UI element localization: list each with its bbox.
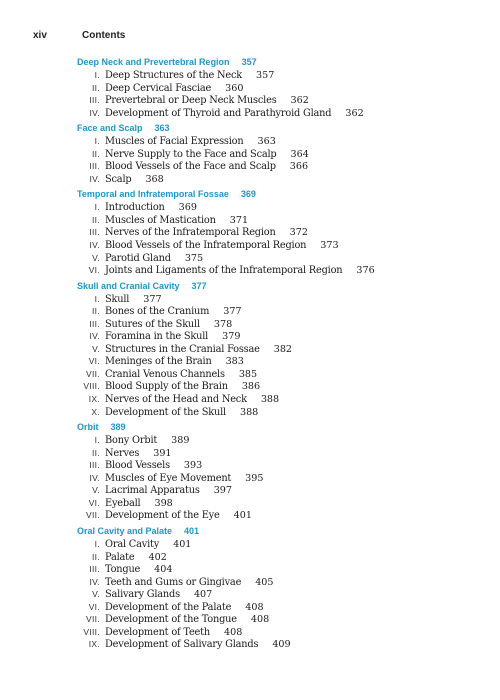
- entry-page-number: 363: [257, 136, 276, 148]
- entry-title: Development of Thyroid and Parathyroid Gland: [105, 107, 332, 119]
- toc-entry[interactable]: [0, 406, 500, 419]
- toc-section: [0, 280, 500, 418]
- section-heading[interactable]: [0, 122, 500, 135]
- entry-title: Muscles of Eye Movement: [105, 472, 232, 484]
- entry-page-number: 372: [289, 227, 308, 239]
- entry-title: Sutures of the Skull: [105, 318, 200, 330]
- toc-entry[interactable]: [0, 459, 500, 472]
- toc-entry[interactable]: [0, 551, 500, 564]
- toc-entry[interactable]: [0, 293, 500, 306]
- entry-title: Blood Vessels of the Infratemporal Region: [105, 240, 307, 252]
- toc-entry[interactable]: [0, 135, 500, 148]
- toc-entry[interactable]: [0, 69, 500, 82]
- section-page-number: 363: [154, 123, 170, 134]
- entry-title: Parotid Gland: [105, 252, 171, 264]
- section-page-number: 401: [184, 525, 200, 536]
- entry-page-number: 391: [153, 447, 172, 459]
- entry-title: Foramina in the Skull: [105, 331, 209, 343]
- toc-section: [0, 122, 500, 185]
- entry-number: II.: [92, 447, 100, 458]
- toc-entry[interactable]: [0, 330, 500, 343]
- entry-page-number: 383: [225, 356, 244, 368]
- entry-number: II.: [92, 551, 100, 562]
- toc-entry[interactable]: [0, 588, 500, 601]
- entry-number: VI.: [88, 356, 100, 367]
- toc-entry[interactable]: [0, 509, 500, 522]
- toc-entry[interactable]: [0, 148, 500, 161]
- toc-entry[interactable]: [0, 563, 500, 576]
- entry-number: IV.: [89, 576, 100, 587]
- entry-title: Scalp: [105, 173, 132, 185]
- entry-number: I.: [94, 202, 100, 213]
- entry-page-number: 366: [289, 161, 309, 173]
- entry-page-number: 382: [273, 343, 293, 355]
- toc-entry[interactable]: [0, 638, 500, 651]
- entry-number: IV.: [89, 331, 100, 342]
- entry-number: IX.: [88, 639, 100, 650]
- toc-entry[interactable]: [0, 226, 500, 239]
- entry-title: Muscles of Facial Expression: [105, 136, 244, 148]
- entry-number: IX.: [88, 394, 100, 405]
- entry-title: Development of the Eye: [105, 510, 220, 522]
- entry-title: Introduction: [105, 202, 165, 214]
- entry-title: Development of the Palate: [105, 601, 232, 613]
- section-heading[interactable]: [0, 56, 500, 69]
- toc-section: [0, 525, 500, 651]
- entry-number: V.: [92, 343, 100, 354]
- page-title: Contents: [82, 29, 126, 41]
- section-title: Face and Scalp: [77, 123, 143, 134]
- entry-page-number: 371: [229, 214, 249, 226]
- section-page-number: 357: [241, 57, 257, 67]
- entry-title: Muscles of Mastication: [105, 214, 216, 226]
- entry-page-number: 395: [245, 472, 264, 484]
- entry-page-number: 404: [154, 564, 173, 576]
- entry-number: I.: [94, 70, 100, 80]
- entry-number: VIII.: [83, 381, 100, 392]
- entry-number: X.: [91, 406, 100, 417]
- entry-page-number: 376: [356, 265, 375, 277]
- entry-page-number: 377: [223, 306, 242, 318]
- entry-title: Development of the Tongue: [105, 614, 237, 626]
- toc-entry[interactable]: [0, 576, 500, 589]
- entry-number: VII.: [86, 614, 100, 625]
- entry-number: VII.: [86, 510, 100, 521]
- entry-number: III.: [89, 95, 100, 106]
- entry-title: Joints and Ligaments of the Infratemporal Region: [105, 265, 343, 277]
- toc-entry[interactable]: [0, 368, 500, 381]
- toc-entry[interactable]: [0, 434, 500, 447]
- entry-title: Nerves of the Head and Neck: [105, 394, 247, 406]
- entry-title: Deep Structures of the Neck: [105, 70, 243, 81]
- entry-page-number: 393: [183, 460, 203, 472]
- section-page-number: 377: [191, 280, 207, 291]
- entry-number: VIII.: [83, 626, 100, 637]
- section-page-number: 389: [110, 422, 126, 433]
- entry-page-number: 369: [178, 202, 197, 214]
- entry-title: Development of the Skull: [105, 406, 226, 418]
- toc-entry[interactable]: [0, 355, 500, 368]
- entry-page-number: 386: [241, 381, 261, 393]
- section-page-number: 369: [240, 189, 256, 200]
- toc-entry[interactable]: [0, 201, 500, 214]
- entry-number: I.: [94, 435, 100, 446]
- toc-entry[interactable]: [0, 343, 500, 356]
- entry-page-number: 357: [256, 70, 275, 81]
- section-heading[interactable]: [0, 525, 500, 538]
- entry-title: Development of Teeth: [105, 626, 210, 638]
- entry-page-number: 408: [245, 601, 264, 613]
- toc-entry[interactable]: [0, 393, 500, 406]
- toc-entry[interactable]: [0, 484, 500, 497]
- page-header: [33, 28, 125, 42]
- entry-page-number: 385: [238, 368, 258, 380]
- entry-page-number: 407: [193, 589, 213, 601]
- toc-entry[interactable]: [0, 626, 500, 639]
- entry-number: V.: [92, 589, 100, 600]
- toc-entry[interactable]: [0, 214, 500, 227]
- section-heading[interactable]: [0, 280, 500, 293]
- entry-number: III.: [89, 564, 100, 575]
- entry-title: Salivary Glands: [105, 589, 180, 601]
- entry-number: VI.: [88, 265, 100, 276]
- entry-title: Prevertebral or Deep Neck Muscles: [105, 95, 277, 107]
- page-number: xiv: [33, 29, 47, 41]
- entry-title: Development of Salivary Glands: [105, 639, 259, 651]
- entry-page-number: 397: [213, 485, 232, 497]
- entry-title: Bony Orbit: [105, 435, 158, 447]
- entry-title: Structures in the Cranial Fossae: [105, 343, 260, 355]
- entry-title: Blood Vessels of the Face and Scalp: [105, 161, 276, 173]
- entry-page-number: 398: [154, 497, 173, 509]
- entry-title: Deep Cervical Fasciae: [105, 82, 212, 94]
- section-title: Orbit: [77, 422, 99, 433]
- entry-title: Teeth and Gums or Gingivae: [105, 576, 242, 588]
- entry-page-number: 408: [250, 614, 270, 626]
- entry-title: Nerve Supply to the Face and Scalp: [105, 148, 277, 160]
- toc-entry[interactable]: [0, 601, 500, 614]
- entry-title: Bones of the Cranium: [105, 306, 210, 318]
- entry-page-number: 405: [255, 576, 274, 588]
- toc-entry[interactable]: [0, 305, 500, 318]
- toc-entry[interactable]: [0, 160, 500, 173]
- entry-page-number: 364: [290, 148, 309, 160]
- entry-title: Lacrimal Apparatus: [105, 485, 200, 497]
- entry-page-number: 362: [345, 107, 364, 119]
- entry-page-number: 401: [233, 510, 252, 522]
- entry-page-number: 368: [145, 173, 164, 185]
- toc-entry[interactable]: [0, 472, 500, 485]
- entry-number: V.: [92, 485, 100, 496]
- entry-title: Meninges of the Brain: [105, 356, 212, 368]
- toc-entry[interactable]: [0, 380, 500, 393]
- entry-number: II.: [92, 306, 100, 317]
- section-heading[interactable]: [0, 188, 500, 201]
- toc-section: [0, 421, 500, 522]
- entry-number: II.: [92, 148, 100, 159]
- entry-title: Nerves: [105, 447, 140, 459]
- section-heading[interactable]: [0, 421, 500, 434]
- toc-entry[interactable]: [0, 538, 500, 551]
- toc-entry[interactable]: [0, 82, 500, 95]
- toc-entry[interactable]: [0, 497, 500, 510]
- entry-page-number: 379: [222, 331, 241, 343]
- toc-entry[interactable]: [0, 94, 500, 107]
- entry-number: IV.: [89, 173, 100, 184]
- entry-title: Skull: [105, 293, 130, 305]
- toc-entry[interactable]: [0, 239, 500, 252]
- toc-entry[interactable]: [0, 613, 500, 626]
- toc-entry[interactable]: [0, 107, 500, 120]
- entry-page-number: 388: [260, 394, 280, 406]
- toc-entry[interactable]: [0, 264, 500, 277]
- entry-number: VII.: [86, 368, 100, 379]
- entry-title: Blood Supply of the Brain: [105, 381, 228, 393]
- entry-number: I.: [94, 538, 100, 549]
- entry-number: I.: [94, 136, 100, 147]
- entry-page-number: 402: [148, 551, 167, 563]
- entry-page-number: 401: [173, 538, 192, 550]
- entry-number: V.: [92, 252, 100, 263]
- toc-entry[interactable]: [0, 318, 500, 331]
- entry-number: IV.: [89, 240, 100, 251]
- section-title: Temporal and Infratemporal Fossae: [77, 189, 229, 200]
- entry-page-number: 362: [290, 95, 309, 107]
- entry-number: III.: [89, 318, 100, 329]
- entry-page-number: 408: [224, 626, 243, 638]
- section-title: Oral Cavity and Palate: [77, 525, 173, 536]
- toc-entry[interactable]: [0, 173, 500, 186]
- table-of-contents: [0, 56, 500, 651]
- entry-title: Oral Cavity: [105, 538, 160, 550]
- entry-page-number: 360: [225, 82, 244, 94]
- entry-number: VI.: [88, 601, 100, 612]
- entry-number: I.: [94, 293, 100, 304]
- entry-page-number: 388: [239, 406, 259, 418]
- entry-title: Nerves of the Infratemporal Region: [105, 227, 276, 239]
- entry-title: Cranial Venous Channels: [105, 368, 225, 380]
- entry-number: II.: [92, 214, 100, 225]
- entry-title: Blood Vessels: [105, 460, 170, 472]
- entry-number: IV.: [89, 472, 100, 483]
- entry-title: Eyeball: [105, 497, 141, 509]
- entry-number: VI.: [88, 497, 100, 508]
- entry-title: Tongue: [105, 564, 141, 576]
- entry-page-number: 378: [213, 318, 233, 330]
- entry-page-number: 377: [143, 293, 162, 305]
- toc-entry[interactable]: [0, 447, 500, 460]
- entry-title: Palate: [105, 551, 135, 563]
- entry-number: III.: [89, 227, 100, 238]
- toc-entry[interactable]: [0, 252, 500, 265]
- entry-page-number: 375: [184, 252, 204, 264]
- entry-number: IV.: [89, 107, 100, 118]
- entry-number: II.: [92, 82, 100, 93]
- entry-page-number: 409: [272, 639, 291, 651]
- entry-page-number: 373: [320, 240, 339, 252]
- entry-number: III.: [89, 161, 100, 172]
- section-title: Deep Neck and Prevertebral Region: [77, 57, 230, 67]
- toc-section: [0, 188, 500, 276]
- entry-page-number: 389: [171, 435, 190, 447]
- toc-section: [0, 56, 500, 119]
- entry-number: III.: [89, 460, 100, 471]
- section-title: Skull and Cranial Cavity: [77, 280, 180, 291]
